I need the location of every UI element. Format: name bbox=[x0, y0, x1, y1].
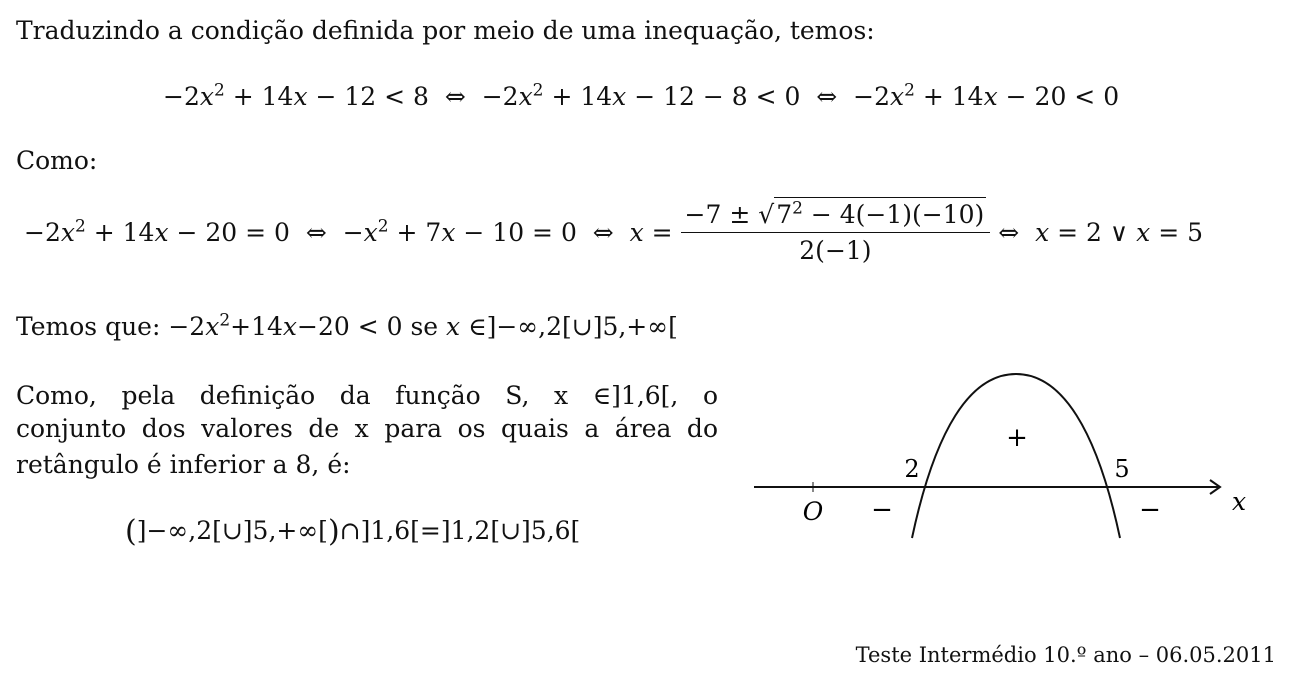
origin-label: O bbox=[802, 497, 824, 526]
inequality-equivalence-1: $-2x^2 + 14x - 12 < 8$ ⇔ $-2x^2 + 14x - 12 - 8 < 0$ ⇔ $-2x^2 + 14x - 20 < 0$ bbox=[163, 80, 1120, 111]
temos-que-label: Temos que: bbox=[16, 312, 161, 341]
quadratic-solution-equation: $-2x^2 + 14x - 20 = 0$ ⇔ $-x^2 + 7x - 10 = 0$ ⇔ x = $\frac{-7 \pm √7^2 - 4(-1)(-10)}{2(-1)}$ ⇔ x = 2 ∨ x = 5 bbox=[24, 198, 1204, 265]
plus-sign-label: + bbox=[1006, 423, 1028, 453]
minus-sign-left: − bbox=[871, 495, 893, 525]
sign-chart-graph bbox=[740, 360, 1260, 550]
minus-sign-right: − bbox=[1139, 495, 1161, 525]
quadratic-formula-fraction: $\frac{-7 \pm √7^2 - 4(-1)(-10)}{2(-1)}$ bbox=[681, 200, 991, 265]
footer-source: Teste Intermédio 10.º ano – 06.05.2011 bbox=[855, 643, 1276, 667]
root-label-left: 2 bbox=[904, 455, 920, 483]
paragraph-line-2: conjunto dos valores de x para os quais a área do bbox=[16, 414, 718, 443]
intro-text: Traduzindo a condição definida por meio de uma inequação, temos: bbox=[16, 16, 875, 45]
solution-set-statement: Temos que: $-2x^2+14x-20 < 0$ se x ∈]−∞,2[∪]5,+∞[ bbox=[16, 310, 678, 341]
parabola-curve bbox=[912, 374, 1120, 538]
x-axis-label: x bbox=[1231, 487, 1247, 516]
como-label: Como: bbox=[16, 146, 98, 175]
final-answer-expression: (]−∞,2[∪]5,+∞[)∩]1,6[=]1,2[∪]5,6[ bbox=[125, 514, 581, 549]
se-label: se bbox=[410, 312, 439, 341]
root-label-right: 5 bbox=[1114, 455, 1130, 483]
paragraph-line-1: Como, pela definição da função S, x ∈]1,6[, o bbox=[16, 381, 718, 410]
paragraph-line-3: retângulo é inferior a 8, é: bbox=[16, 450, 351, 479]
